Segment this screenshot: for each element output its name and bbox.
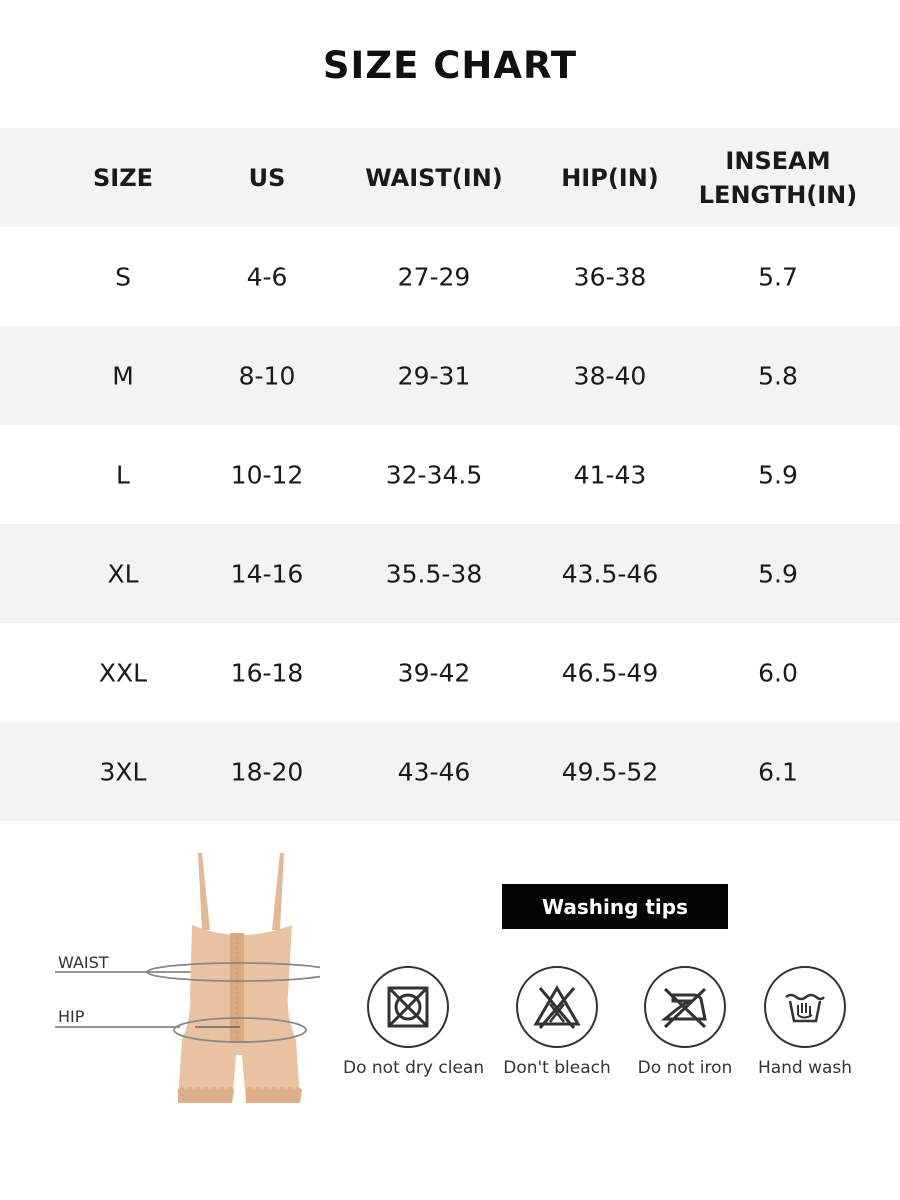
page-title: SIZE CHART <box>322 44 578 87</box>
cell-inseam: 5.7 <box>758 262 798 291</box>
garment-illustration <box>50 845 320 1110</box>
cell-size: S <box>115 262 131 291</box>
cell-waist: 43-46 <box>397 757 471 786</box>
cell-size: M <box>112 361 134 390</box>
cell-inseam: 5.9 <box>758 559 798 588</box>
cell-hip: 36-38 <box>573 262 647 291</box>
no-bleach-icon <box>516 966 598 1048</box>
header-us: US <box>248 163 286 192</box>
cell-waist: 39-42 <box>397 658 471 687</box>
hip-label: HIP <box>58 1007 85 1026</box>
no-iron-icon <box>644 966 726 1048</box>
cell-size: XXL <box>98 658 148 687</box>
header-size: SIZE <box>92 163 154 192</box>
cell-size: XL <box>107 559 139 588</box>
cell-waist: 35.5-38 <box>385 559 483 588</box>
cell-hip: 38-40 <box>573 361 647 390</box>
header-inseam-line-1: INSEAM <box>725 146 831 175</box>
table-row <box>0 524 900 623</box>
tip-label: Don't bleach <box>503 1058 611 1078</box>
header-inseam-line-2: LENGTH(IN) <box>698 180 858 209</box>
hand-wash-icon <box>764 966 846 1048</box>
washing-tips-title: Washing tips <box>502 884 728 929</box>
header-hip: HIP(IN) <box>561 163 659 192</box>
cell-hip: 43.5-46 <box>561 559 659 588</box>
cell-inseam: 6.0 <box>758 658 798 687</box>
cell-hip: 49.5-52 <box>561 757 659 786</box>
size-table <box>0 128 900 821</box>
cell-size: L <box>116 460 130 489</box>
cell-us: 16-18 <box>230 658 304 687</box>
header-waist: WAIST(IN) <box>365 163 503 192</box>
cell-hip: 46.5-49 <box>561 658 659 687</box>
cell-hip: 41-43 <box>573 460 647 489</box>
tip-no-dry-clean <box>343 966 485 1078</box>
cell-us: 8-10 <box>238 361 296 390</box>
table-row <box>0 227 900 326</box>
table-row <box>0 425 900 524</box>
cell-us: 10-12 <box>230 460 304 489</box>
cell-inseam: 5.9 <box>758 460 798 489</box>
no-dry-clean-icon <box>367 966 449 1048</box>
table-row <box>0 722 900 821</box>
tip-label: Hand wash <box>757 1058 853 1078</box>
cell-inseam: 6.1 <box>758 757 798 786</box>
tip-hand-wash <box>740 966 870 1078</box>
tip-label: Do not iron <box>637 1058 733 1078</box>
table-header-row <box>0 128 900 227</box>
cell-waist: 29-31 <box>397 361 471 390</box>
cell-us: 18-20 <box>230 757 304 786</box>
tip-no-iron <box>620 966 750 1078</box>
table-row <box>0 326 900 425</box>
cell-us: 14-16 <box>230 559 304 588</box>
tip-label: Do not dry clean <box>343 1058 485 1078</box>
cell-us: 4-6 <box>246 262 288 291</box>
waist-label: WAIST <box>58 953 109 972</box>
cell-inseam: 5.8 <box>758 361 798 390</box>
header-inseam <box>699 144 857 212</box>
tip-no-bleach <box>492 966 622 1078</box>
cell-waist: 27-29 <box>397 262 471 291</box>
cell-waist: 32-34.5 <box>385 460 483 489</box>
cell-size: 3XL <box>99 757 147 786</box>
table-row <box>0 623 900 722</box>
